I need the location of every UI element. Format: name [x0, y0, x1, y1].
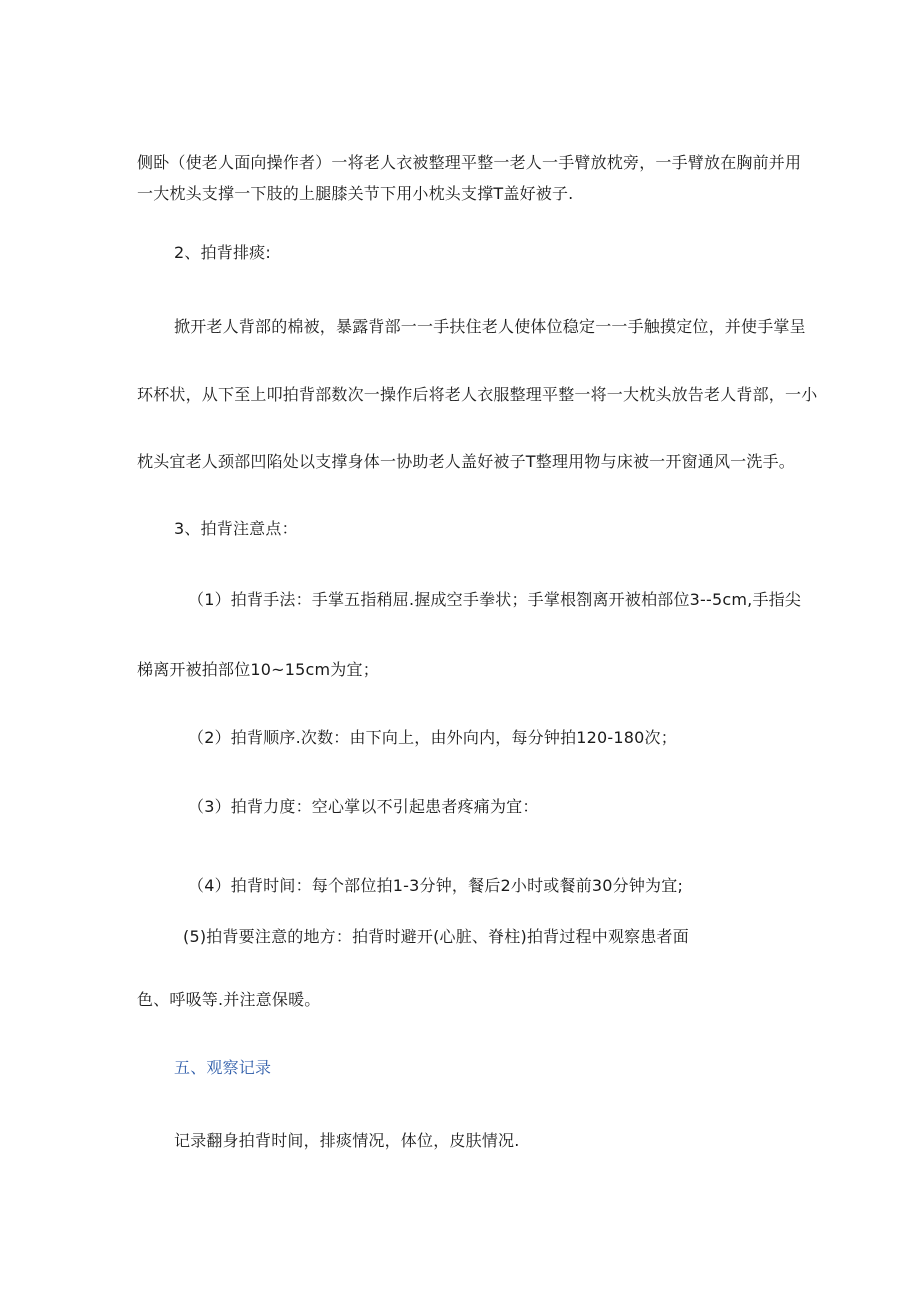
section-3-item-2: （2）拍背顺序.次数：由下向上，由外向内，每分钟拍120-180次； [188, 728, 677, 747]
section-3-item-5-line-2: 色、呼吸等.并注意保暖。 [137, 990, 321, 1009]
section-2-paragraph-line-1: 掀开老人背部的棉被，暴露背部一一手扶住老人使体位稳定一一手触摸定位，并使手掌呈 [174, 317, 806, 336]
section-5-text: 记录翻身拍背时间，排痰情况，体位，皮肤情况. [174, 1131, 520, 1150]
section-3-item-1-line-1: （1）拍背手法：手掌五指稍屈.握成空手拳状；手掌根劄离开被柏部位3--5cm,手指尖 [188, 590, 802, 609]
section-3-item-5-line-1: (5)拍背要注意的地方：拍背时避开(心脏、脊柱)拍背过程中观察患者面 [183, 927, 689, 946]
section-3-item-4: （4）拍背时间：每个部位拍1-3分钟，餐后2小时或餐前30分钟为宜; [188, 876, 684, 895]
section-3-heading: 3、拍背注意点： [174, 519, 298, 538]
section-2-paragraph-line-3: 枕头宜老人颈部凹陷处以支撑身体一协助老人盖好被子T整理用物与床被一开窗通风一洗手。 [137, 452, 795, 471]
section-3-item-1-line-2: 梯离开被拍部位10~15cm为宜； [137, 660, 379, 679]
section-2-paragraph-line-2: 环杯状，从下至上叩拍背部数次一操作后将老人衣服整理平整一将一大枕头放告老人背部，一小 [137, 385, 818, 404]
section-2-heading: 2、拍背排痰: [174, 243, 271, 262]
section-5-heading: 五、观察记录 [174, 1058, 272, 1077]
section-3-item-3: （3）拍背力度：空心掌以不引起患者疼痛为宜： [188, 797, 539, 816]
intro-line-1: 侧卧（使老人面向操作者）一将老人衣被整理平整一老人一手臂放枕旁，一手臂放在胸前并用 [137, 153, 802, 172]
intro-line-2: 一大枕头支撑一下肢的上腿膝关节下用小枕头支撑T盖好被子. [137, 184, 574, 203]
